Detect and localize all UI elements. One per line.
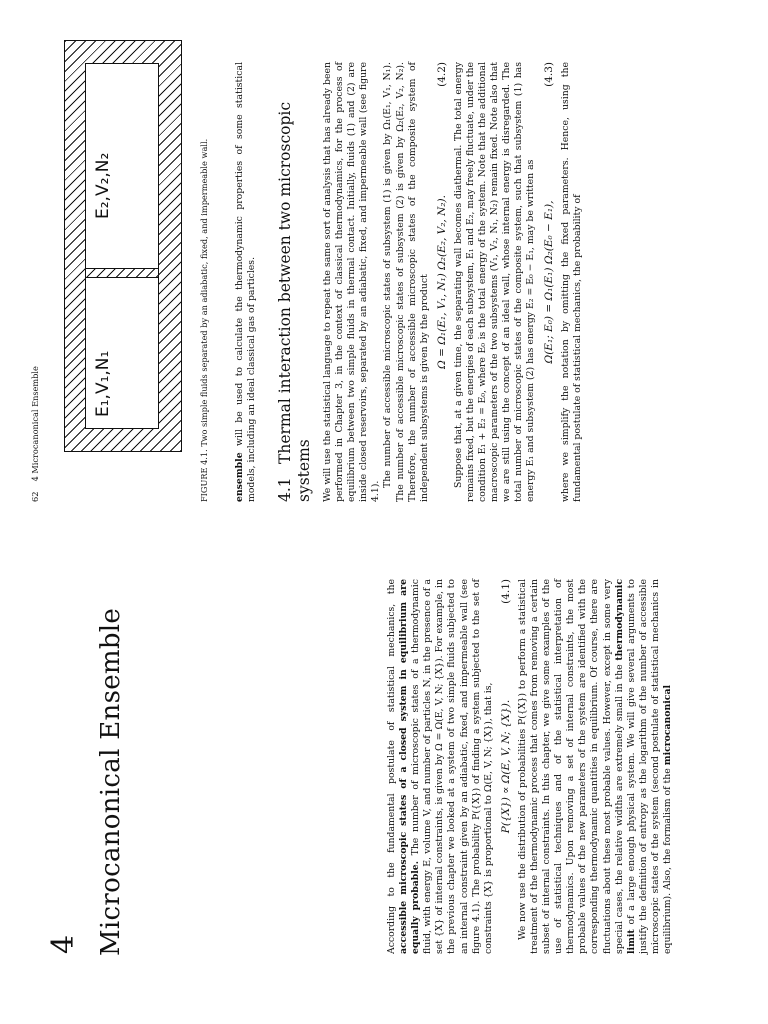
subsystem-1-label: E₁,V₁,N₁ bbox=[93, 350, 113, 417]
section-title: Thermal interaction between two microscopic systems bbox=[276, 101, 313, 502]
running-head: 4 Microcanonical Ensemble bbox=[30, 366, 40, 482]
chapter-number: 4 bbox=[46, 934, 81, 954]
rotated-spread bbox=[14, 42, 754, 982]
para2-bold: thermodynamic limit bbox=[613, 579, 637, 954]
para2-text-b: of a large enough physical system. We will give several arguments to justify the definition of entropy as the logarithm of the number of accessible microscopic states of the system (second postulate of statistical mechanics in equilibrium). Also, the formalism of the bbox=[625, 579, 673, 954]
equation-4-2 bbox=[431, 62, 453, 502]
figure-4-1-reservoir bbox=[64, 40, 182, 452]
equation-expression: Ω = Ω₁(E₁, V₁, N₁) Ω₂(E₂, V₂, N₂). bbox=[435, 195, 448, 369]
paragraph-1 bbox=[386, 579, 495, 954]
continued-paragraph bbox=[234, 62, 258, 502]
page-number: 62 bbox=[30, 491, 40, 502]
paragraph-2 bbox=[517, 579, 674, 954]
separating-wall bbox=[85, 269, 159, 279]
section-heading bbox=[276, 62, 314, 502]
equation-expression: P({X}) ∝ Ω(E, V, N; {X}). bbox=[499, 699, 512, 834]
paragraph-3: We will use the statistical language to repeat the same sort of analysis that has already been performed in Chapter 3, in the context of classical thermodynamics, for the process of equilibrium between two simple fluids in thermal contact. Initially, fluids (1) and (2) are inside closed reservoirs, separated by an adiabatic, fixed, and impermeable wall (see figure 4.1). bbox=[322, 62, 382, 502]
figure-caption: FIGURE 4.1. Two simple fluids separated by an adiabatic, fixed, and impermeable wall. bbox=[199, 138, 209, 502]
paragraph-5: Suppose that, at a given time, the separating wall becomes diathermal. The total energy remains fixed, but the energies of each subsystem, E₁ and E₂, may freely fluctuate, under the condition E₁ + E₂ = E₀, where E₀ is the total energy of the system. Note that the additional macroscopic parameters of the two subsystems (V₁, V₂, N₁, N₂) remain fixed. Note also that we are still using the concept of an ideal wall, whose internal energy is disregarded. The total number of microscopic states of the composite system, such that subsystem (1) has energy E₁ and subsystem (2) has energy E₂ = E₀ − E₁, may be written as bbox=[452, 62, 537, 502]
equation-number: (4.2) bbox=[435, 62, 448, 87]
para1-text-b: The number of microscopic states of a thermodynamic fluid, with energy E, volume V, and number of particles N, in the presence of a set {X} of internal constraints, is given by Ω = Ω(E, V, N; {X}). For example, in the previous chapter we looked at a system of two simple fluids subjected to an internal constraint given by an adiabatic, fixed, and impermeable wall (see figure 4.1). The probability P({X}) of finding a system subjected to the set of constraints {X} is proportional to Ω(E, V, N; {X}), that is, bbox=[410, 579, 494, 954]
equation-4-3 bbox=[538, 62, 560, 502]
right-page bbox=[14, 42, 754, 502]
continuation-rest: will be used to calculate the thermodynamic properties of some statistical models, including an ideal classical gas of particles. bbox=[234, 62, 258, 502]
left-page bbox=[14, 532, 754, 982]
chapter-title: Microcanonical Ensemble bbox=[96, 607, 126, 956]
para1-bold: accessible microscopic states of a closed system in equilibrium are equally probable. bbox=[398, 579, 422, 954]
equation-expression: Ω(E₁; E₀) = Ω₁(E₁) Ω₂(E₀ − E₁), bbox=[542, 200, 555, 364]
section-body bbox=[322, 62, 584, 502]
equation-number: (4.3) bbox=[542, 62, 555, 87]
para2-bold-2: microcanonical bbox=[661, 684, 673, 766]
para2-text-a: We now use the distribution of probabilities P({X}) to perform a statistical treatment of the thermodynamic process that comes from removing a certain subset of internal constraints. In this chapter, we give some examples of the use of statistical techniques and of the statistical interpretation of thermodynamics. Upon removing a set of internal constraints, the most probable values of the new parameters of the system are identified with the corresponding thermodynamic quantities in equilibrium. Of course, there are fluctuations about these most probable values. However, except in some very special cases, the relative widths are extremely small in the bbox=[516, 579, 625, 954]
para1-text-a: According to the fundamental postulate of statistical mechanics, the bbox=[386, 579, 397, 954]
paragraph-6: where we simplify the notation by omitting the fixed parameters. Hence, using the fundamental postulate of statistical mechanics, the probability of bbox=[559, 62, 583, 502]
paragraph-4: The number of accessible microscopic states of subsystem (1) is given by Ω₁(E₁, V₁, N₁). The number of accessible microscopic states of subsystem (2) is given by Ω₂(E₂, V₂, N₂). Therefore, the number of accessible microscopic states of the composite system of independent subsystems is given by the product bbox=[382, 62, 430, 502]
running-header bbox=[30, 102, 40, 502]
section-number: 4.1 bbox=[276, 477, 294, 502]
subsystem-2-label: E₂,V₂,N₂ bbox=[93, 152, 113, 219]
equation-number: (4.1) bbox=[499, 579, 512, 604]
equation-4-1 bbox=[495, 579, 517, 954]
continuation-text bbox=[234, 62, 258, 502]
ensemble-bold: ensemble bbox=[234, 452, 245, 502]
left-body bbox=[386, 579, 674, 954]
